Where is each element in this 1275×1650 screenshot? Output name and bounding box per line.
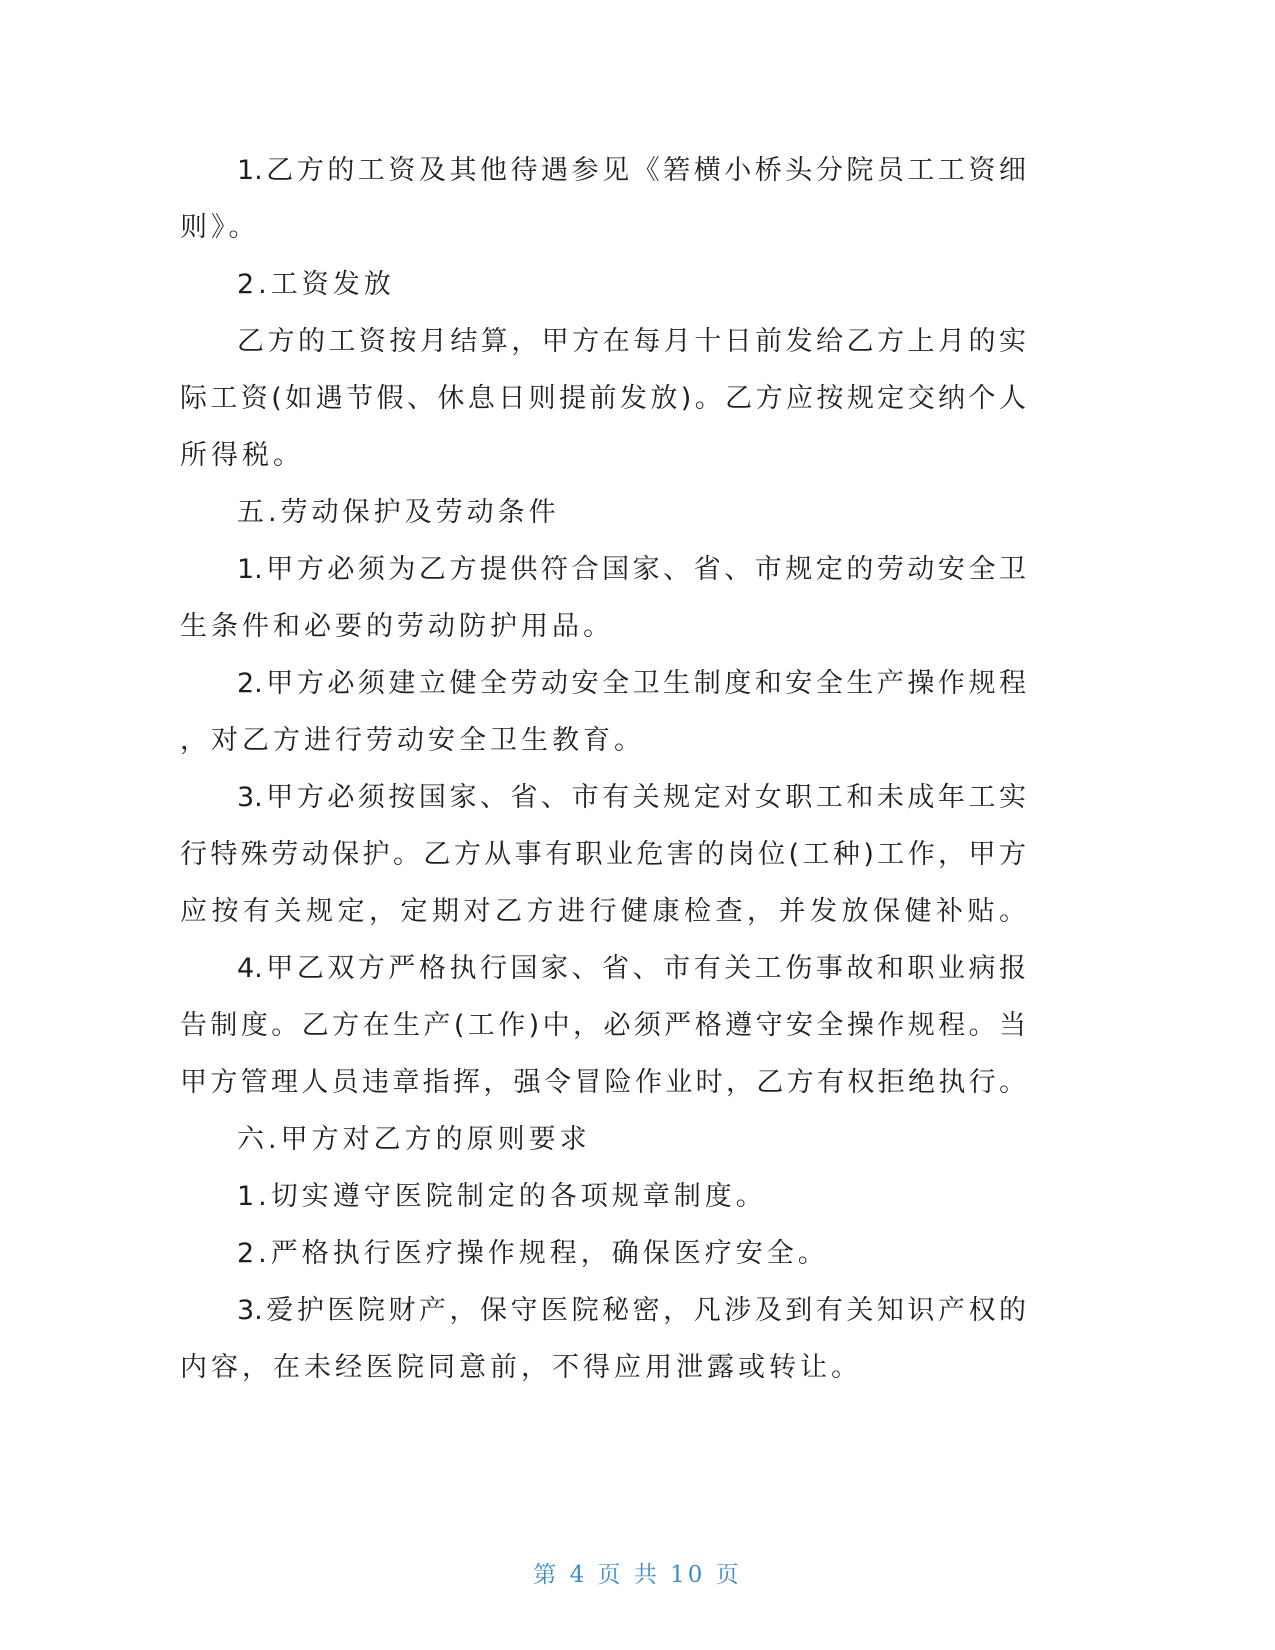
paragraph-line: 甲方管理人员违章指挥，强令冒险作业时，乙方有权拒绝执行。 (180, 1067, 1026, 1098)
paragraph-line: 告制度。乙方在生产(工作)中，必须严格遵守安全操作规程。当 (180, 1010, 1026, 1041)
section-subheading: 2.工资发放 (237, 269, 395, 300)
section-heading: 六.甲方对乙方的原则要求 (237, 1124, 591, 1155)
paragraph-line: 2.严格执行医疗操作规程，确保医疗安全。 (237, 1238, 829, 1269)
paragraph-line: ，对乙方进行劳动安全卫生教育。 (180, 725, 645, 756)
paragraph-line: 乙方的工资按月结算，甲方在每月十日前发给乙方上月的实 (237, 326, 1026, 357)
paragraph-line: 应按有关规定，定期对乙方进行健康检查，并发放保健补贴。 (180, 896, 1026, 927)
paragraph-line: 2.甲方必须建立健全劳动安全卫生制度和安全生产操作规程 (237, 668, 1026, 699)
paragraph-line: 则》。 (180, 212, 260, 243)
paragraph-line: 1.甲方必须为乙方提供符合国家、省、市规定的劳动安全卫 (237, 554, 1026, 585)
paragraph-line: 3.甲方必须按国家、省、市有关规定对女职工和未成年工实 (237, 782, 1026, 813)
paragraph-line: 行特殊劳动保护。乙方从事有职业危害的岗位(工种)工作，甲方 (180, 839, 1026, 870)
section-heading: 五.劳动保护及劳动条件 (237, 497, 560, 528)
paragraph-line: 际工资(如遇节假、休息日则提前发放)。乙方应按规定交纳个人 (180, 383, 1026, 414)
paragraph-line: 内容，在未经医院同意前，不得应用泄露或转让。 (180, 1352, 862, 1383)
paragraph-line: 4.甲乙双方严格执行国家、省、市有关工伤事故和职业病报 (237, 953, 1026, 984)
paragraph-line: 1.切实遵守医院制定的各项规章制度。 (237, 1181, 767, 1212)
page-number-footer: 第 4 页 共 10 页 (533, 1562, 742, 1588)
paragraph-line: 生条件和必要的劳动防护用品。 (180, 611, 614, 642)
paragraph-line: 1.乙方的工资及其他待遇参见《箬横小桥头分院员工工资细 (237, 155, 1026, 186)
document-body (180, 142, 1026, 1396)
paragraph-line: 所得税。 (180, 440, 304, 471)
paragraph-line: 3.爱护医院财产，保守医院秘密，凡涉及到有关知识产权的 (237, 1295, 1026, 1326)
